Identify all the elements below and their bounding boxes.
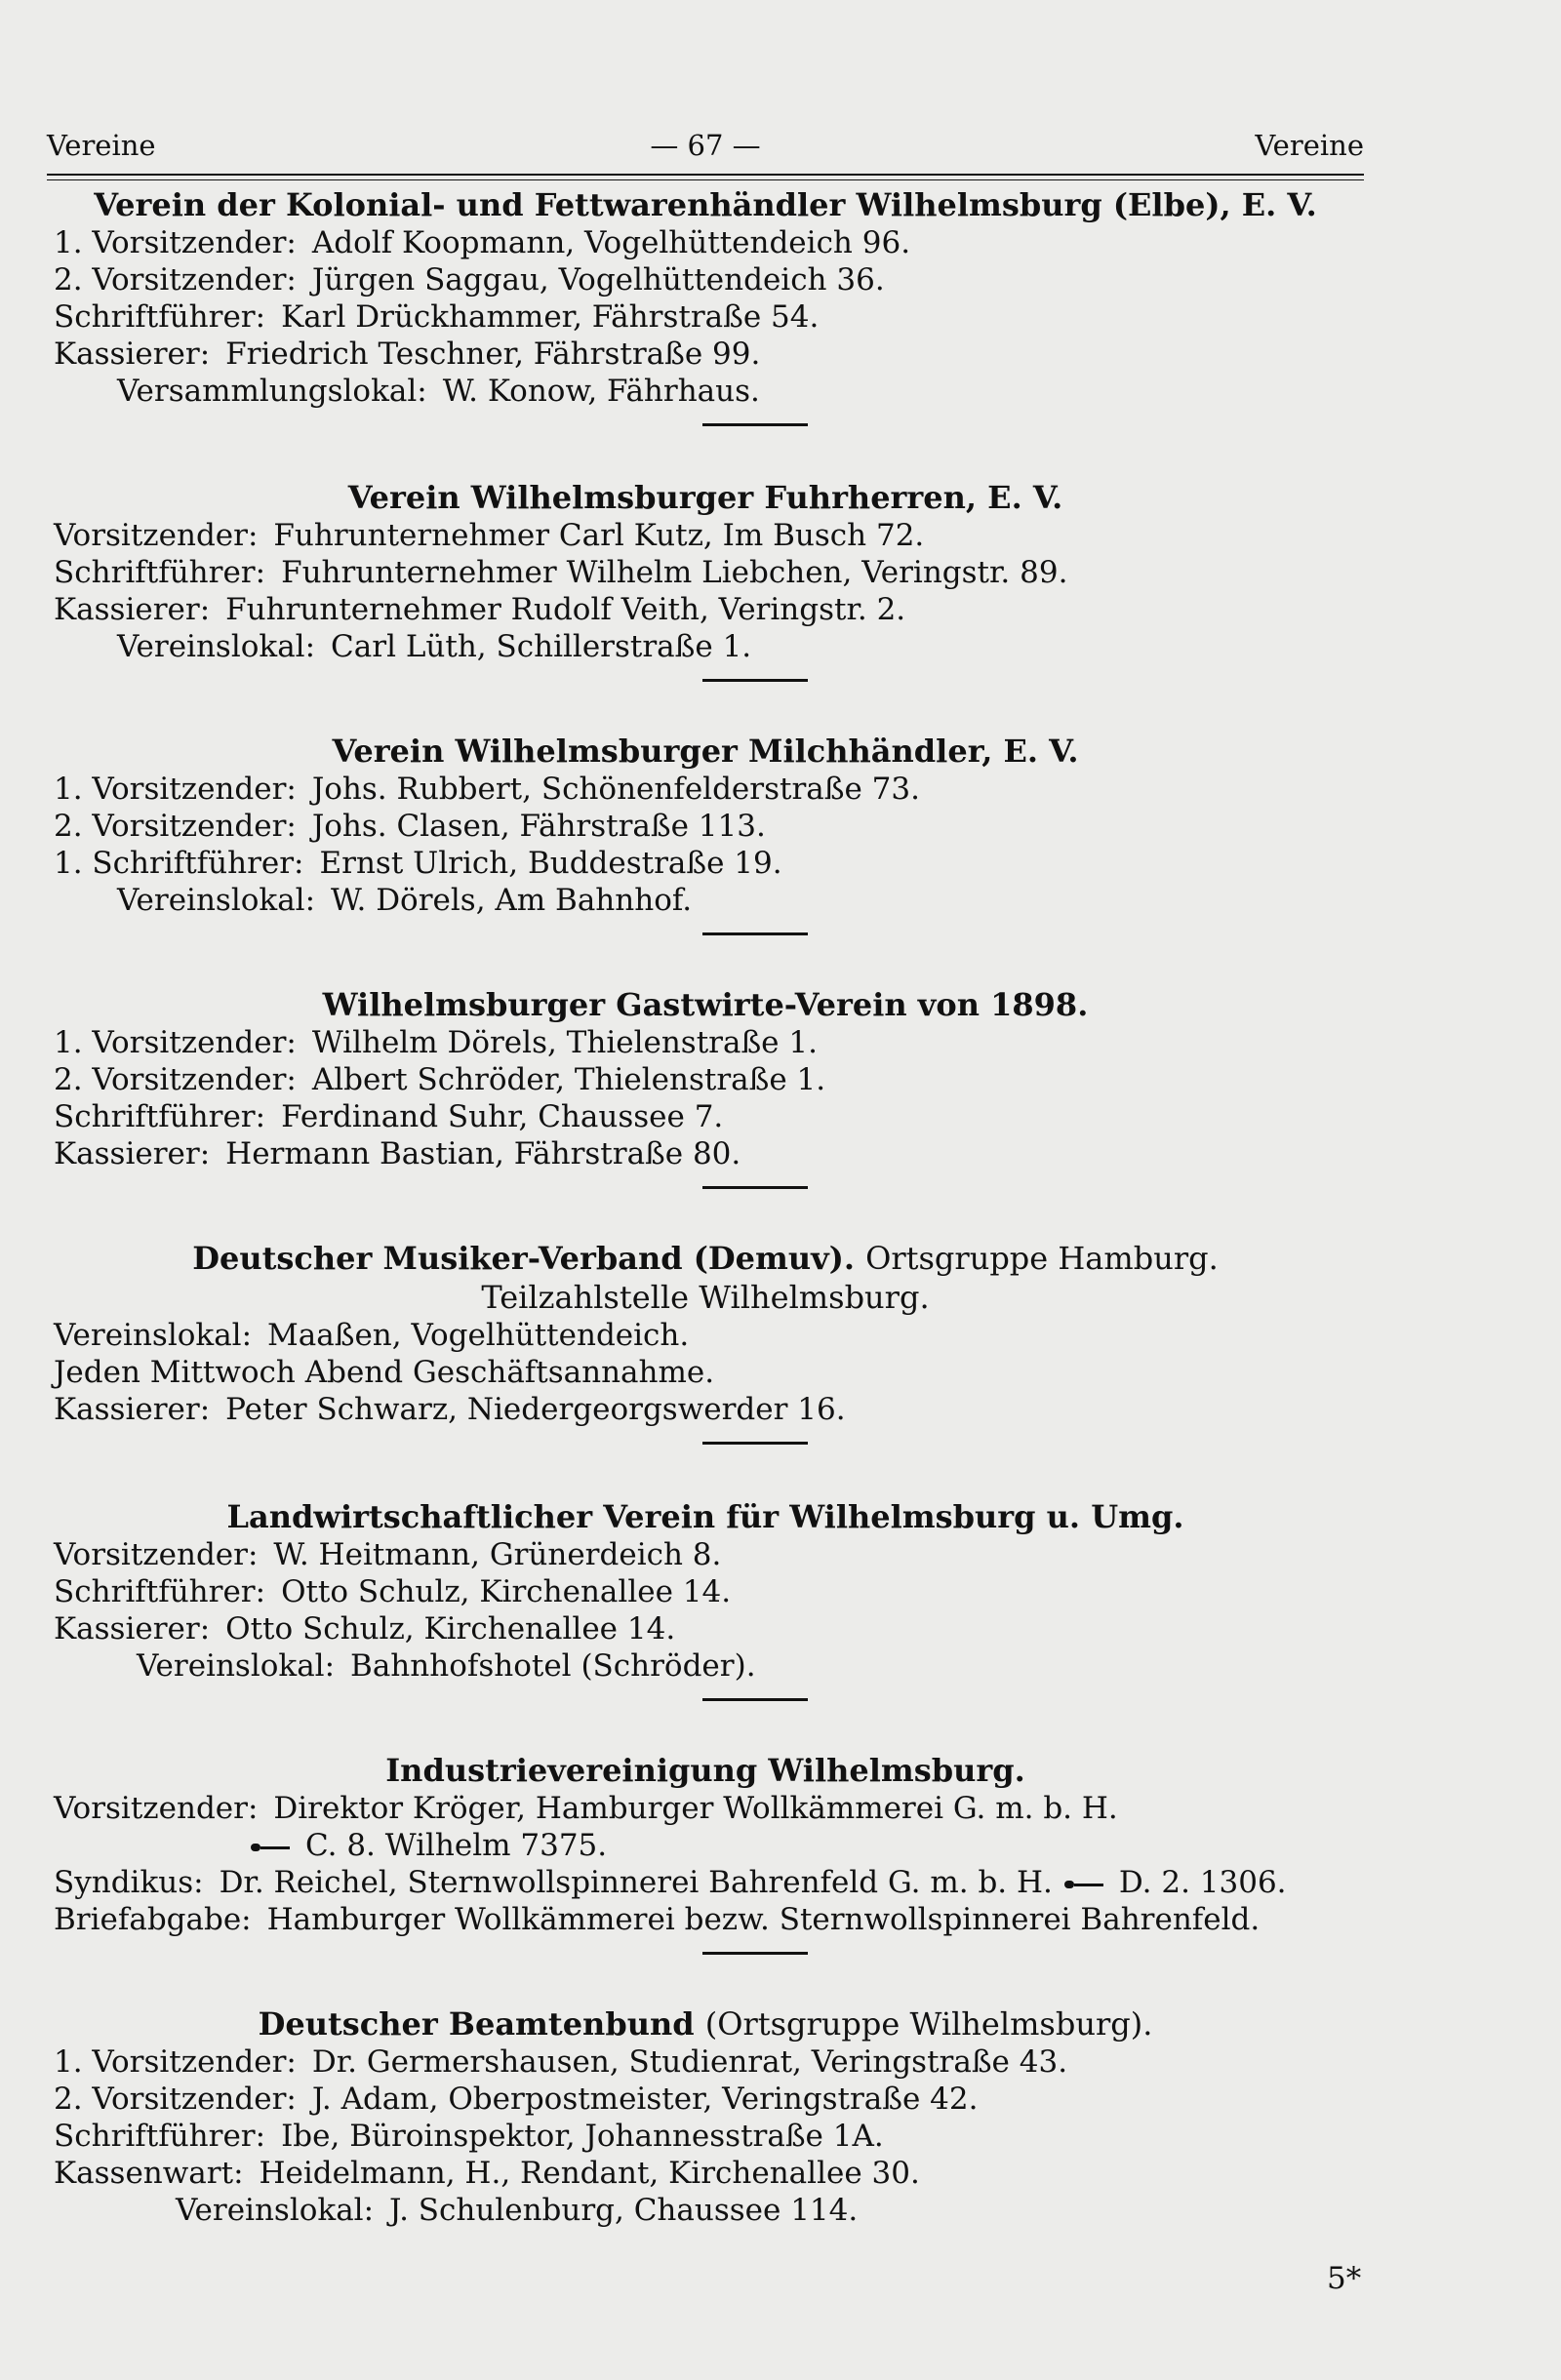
header-rule: [47, 174, 1364, 176]
entry-value: Jeden Mittwoch Abend Geschäftsannahme.: [54, 1355, 715, 1390]
section-title-suffix: (Ortsgruppe Wilhelmsburg).: [704, 2005, 1153, 2043]
entry-value: Otto Schulz, Kirchenallee 14.: [281, 1574, 732, 1609]
entry-value: Carl Lüth, Schillerstraße 1.: [331, 629, 752, 664]
entry-value: Otto Schulz, Kirchenallee 14.: [225, 1611, 676, 1646]
entry-value: J. Schulenburg, Chaussee 114.: [389, 2193, 859, 2228]
entry-row: [0, 1864, 1561, 1901]
entry-row: [0, 1061, 1561, 1098]
entry-role: 1. Vorsitzender:: [54, 1025, 297, 1060]
entry-row: [0, 1098, 1561, 1135]
entry-row: [0, 845, 1561, 882]
section-landwirtschaft: [0, 1497, 1561, 1719]
telephone-icon: [1064, 1878, 1107, 1891]
entry-role: 1. Vorsitzender:: [54, 772, 297, 807]
entry-row: [0, 224, 1561, 261]
entry-row: [0, 1391, 1561, 1428]
section-divider: [702, 1698, 808, 1701]
entry-row: [0, 261, 1561, 298]
entry-value: W. Dörels, Am Bahnhof.: [331, 883, 693, 918]
entry-value: Johs. Rubbert, Schönenfelderstraße 73.: [311, 772, 920, 807]
section-divider: [702, 423, 808, 426]
entry-value: Peter Schwarz, Niedergeorgswerder 16.: [225, 1392, 846, 1427]
section-title: [47, 1239, 1364, 1278]
entry-row: [0, 2155, 1561, 2192]
entry-row: [0, 1610, 1561, 1647]
section-title: Verein Wilhelmsburger Milchhändler, E. V.: [332, 733, 1079, 770]
section-title-main: Deutscher Musiker-Verband (Demuv).: [192, 1240, 855, 1277]
entry-value: Fuhrunternehmer Rudolf Veith, Veringstr. 2.: [225, 592, 906, 627]
entry-value: Ernst Ulrich, Buddestraße 19.: [319, 846, 782, 881]
section-title: Landwirtschaftlicher Verein für Wilhelmsburg u. Umg.: [226, 1498, 1184, 1535]
entry-role: Vereinslokal:: [137, 1648, 336, 1684]
header-rule-thin: [47, 179, 1364, 180]
entry-value: Ferdinand Suhr, Chaussee 7.: [281, 1099, 724, 1134]
entry-role: Kassenwart:: [54, 2156, 244, 2191]
section-divider: [702, 1952, 808, 1955]
entry-value: Fuhrunternehmer Carl Kutz, Im Busch 72.: [273, 518, 925, 553]
entry-role: 1. Vorsitzender:: [54, 2044, 297, 2080]
entry-role: 1. Vorsitzender:: [54, 225, 297, 260]
entry-role: 2. Vorsitzender:: [54, 809, 297, 844]
entry-value: Albert Schröder, Thielenstraße 1.: [311, 1062, 826, 1097]
entry-role: 2. Vorsitzender:: [54, 2082, 297, 2117]
entry-row: [0, 517, 1561, 554]
entry-row: [0, 2118, 1561, 2155]
section-title: [47, 2004, 1364, 2043]
section-fuhrherren: [0, 478, 1561, 699]
entry-row: [0, 628, 1561, 665]
header-right: Vereine: [1255, 129, 1364, 162]
page-number: — 67 —: [650, 129, 761, 162]
entry-row: [0, 1317, 1561, 1354]
entry-role: Kassierer:: [54, 1392, 211, 1427]
entry-role: 2. Vorsitzender:: [54, 1062, 297, 1097]
section-divider: [702, 1442, 808, 1445]
section-title-suffix: Ortsgruppe Hamburg.: [865, 1240, 1219, 1277]
entry-role: Syndikus:: [54, 1865, 204, 1900]
entry-value: Karl Drückhammer, Fährstraße 54.: [281, 299, 820, 335]
entry-role: Kassierer:: [54, 1611, 211, 1646]
entry-value: Fuhrunternehmer Wilhelm Liebchen, Veringstr. 89.: [281, 555, 1068, 590]
entry-role: Versammlungslokal:: [117, 374, 427, 409]
section-industrie: [0, 1751, 1561, 1972]
section-musiker: [0, 1239, 1561, 1462]
entry-row: [0, 1647, 1561, 1685]
entry-role: Schriftführer:: [54, 1099, 266, 1134]
section-title: Verein Wilhelmsburger Fuhrherren, E. V.: [347, 479, 1063, 516]
section-gastwirte: [0, 985, 1561, 1207]
section-kolonial: [0, 185, 1561, 444]
entry-row: [0, 336, 1561, 373]
entry-row: [0, 591, 1561, 628]
entry-role: Schriftführer:: [54, 299, 266, 335]
entry-value: Direktor Kröger, Hamburger Wollkämmerei G. m. b. H.: [273, 1791, 1118, 1826]
entry-row: [0, 1135, 1561, 1172]
entry-value: Adolf Koopmann, Vogelhüttendeich 96.: [311, 225, 911, 260]
entry-value: Hermann Bastian, Fährstraße 80.: [225, 1136, 741, 1171]
entry-role: Briefabgabe:: [54, 1902, 252, 1937]
entry-value: Bahnhofshotel (Schröder).: [350, 1648, 756, 1684]
section-beamtenbund: [0, 2004, 1561, 2229]
entry-role: Vereinslokal:: [117, 629, 316, 664]
entry-phone: D. 2. 1306.: [1118, 1865, 1287, 1900]
entry-value: W. Konow, Fährhaus.: [442, 374, 760, 409]
entry-role: Kassierer:: [54, 592, 211, 627]
entry-value: Hamburger Wollkämmerei bezw. Sternwollspinnerei Bahrenfeld.: [266, 1902, 1261, 1937]
entry-row: [0, 808, 1561, 845]
entry-value: Maaßen, Vogelhüttendeich.: [267, 1318, 690, 1353]
section-divider: [702, 679, 808, 682]
entry-row: [0, 373, 1561, 410]
entry-role: Vorsitzender:: [54, 1791, 259, 1826]
entry-row: [0, 1573, 1561, 1610]
entry-row: [0, 298, 1561, 336]
section-title: Industrievereinigung Wilhelmsburg.: [385, 1752, 1025, 1789]
entry-row: [0, 2081, 1561, 2118]
section-subtitle: Teilzahlstelle Wilhelmsburg.: [481, 1279, 930, 1316]
entry-value: Johs. Clasen, Fährstraße 113.: [311, 809, 766, 844]
entry-row: [0, 771, 1561, 808]
section-divider: [702, 932, 808, 935]
section-divider: [702, 1186, 808, 1189]
entry-value: C. 8. Wilhelm 7375.: [305, 1828, 608, 1863]
section-title: Wilhelmsburger Gastwirte-Verein von 1898.: [322, 986, 1089, 1023]
entry-value: Wilhelm Dörels, Thielenstraße 1.: [311, 1025, 818, 1060]
entry-role: Kassierer:: [54, 337, 211, 372]
entry-value: Ibe, Büroinspektor, Johannesstraße 1A.: [281, 2119, 884, 2154]
entry-role: 1. Schriftführer:: [54, 846, 304, 881]
entry-value: Heidelmann, H., Rendant, Kirchenallee 30.: [259, 2156, 920, 2191]
signature-mark: 5*: [1327, 2261, 1362, 2296]
entry-role: Schriftführer:: [54, 1574, 266, 1609]
entry-role: Schriftführer:: [54, 555, 266, 590]
section-title: Verein der Kolonial- und Fettwarenhändler Wilhelmsburg (Elbe), E. V.: [94, 186, 1317, 223]
entry-row: [0, 1827, 1561, 1864]
header-left: Vereine: [47, 129, 156, 162]
entry-role: Kassierer:: [54, 1136, 211, 1171]
entry-row: [0, 1901, 1561, 1938]
section-milchhaendler: [0, 732, 1561, 953]
entry-role: Schriftführer:: [54, 2119, 266, 2154]
entry-row: [0, 882, 1561, 919]
entry-value: J. Adam, Oberpostmeister, Veringstraße 42.: [311, 2082, 979, 2117]
section-title-main: Deutscher Beamtenbund: [258, 2005, 695, 2043]
entry-role: Vereinslokal:: [54, 1318, 253, 1353]
entry-row: [0, 1790, 1561, 1827]
entry-row: [0, 554, 1561, 591]
entry-role: Vereinslokal:: [176, 2193, 375, 2228]
entry-row: [0, 1536, 1561, 1573]
entry-role: 2. Vorsitzender:: [54, 262, 297, 298]
entry-value: Dr. Reichel, Sternwollspinnerei Bahrenfeld G. m. b. H.: [219, 1865, 1053, 1900]
entry-role: Vereinslokal:: [117, 883, 316, 918]
entry-role: Vorsitzender:: [54, 518, 259, 553]
entry-role: Vorsitzender:: [54, 1537, 259, 1572]
entry-row: [0, 2192, 1561, 2229]
entry-value: Dr. Germershausen, Studienrat, Veringstraße 43.: [311, 2044, 1068, 2080]
entry-value: Jürgen Saggau, Vogelhüttendeich 36.: [311, 262, 885, 298]
entry-value: W. Heitmann, Grünerdeich 8.: [273, 1537, 722, 1572]
telephone-icon: [251, 1841, 294, 1854]
entry-row: [0, 1354, 1561, 1391]
entry-row: [0, 1024, 1561, 1061]
entry-value: Friedrich Teschner, Fährstraße 99.: [225, 337, 761, 372]
entry-row: [0, 2043, 1561, 2081]
